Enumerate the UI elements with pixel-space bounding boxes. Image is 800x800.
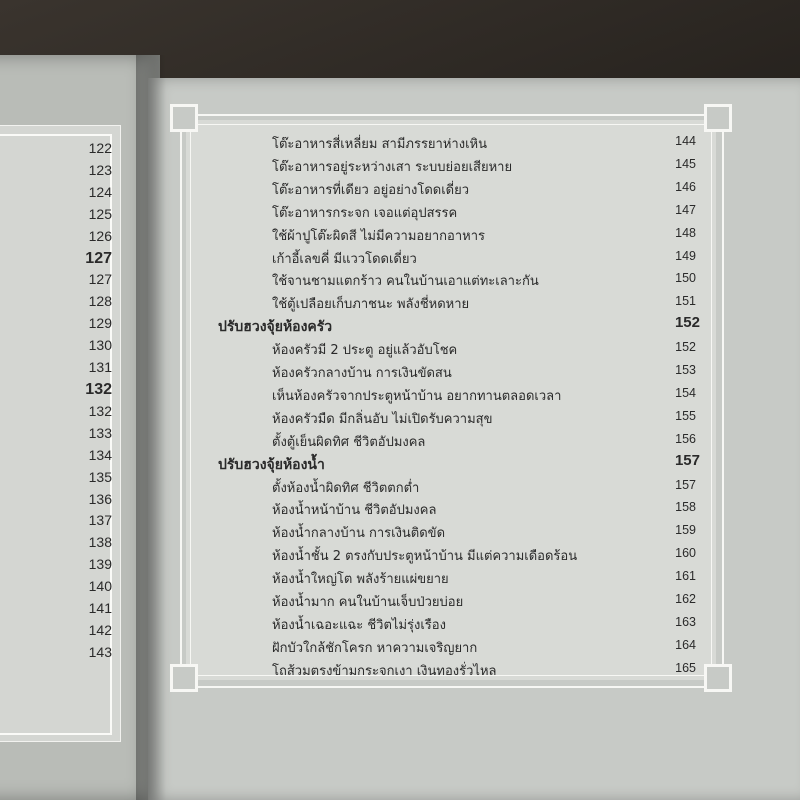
toc-entry-title: โถส้วมตรงข้ามกระจกเงา เงินทองรั่วไหล: [272, 663, 497, 679]
toc-entry-title: ห้องครัวมี 2 ประตู อยู่แล้วอับโชค: [272, 343, 458, 359]
left-page-number: 131: [88, 359, 112, 376]
toc-page-number: 159: [675, 523, 696, 538]
toc-page-number: 155: [675, 408, 696, 423]
toc-entry-title: ฝักบัวใกล้ชักโครก หาความเจริญยาก: [272, 640, 478, 656]
left-page-number: 122: [88, 140, 112, 156]
left-page-number: 132: [85, 380, 112, 398]
toc-entry-title: ห้องน้ำใหญ่โต พลังร้ายแผ่ขยาย: [272, 572, 449, 588]
toc-entry-title: ห้องน้ำชั้น 2 ตรงกับประตูหน้าบ้าน มีแต่ความเดือดร้อน: [272, 549, 578, 565]
toc-entry-title: โต๊ะอาหารกระจก เจอแต่อุปสรรค: [272, 205, 458, 221]
left-page-number: 138: [88, 534, 112, 551]
toc-page-number: 165: [675, 660, 696, 675]
toc-page-number: 149: [675, 248, 696, 263]
left-page-number: 137: [88, 512, 112, 529]
left-page-number: 126: [88, 227, 112, 244]
toc-entry-title: ใช้ตู้เปลือยเก็บภาชนะ พลังชี่หดหาย: [272, 297, 470, 313]
toc-entry-title: ห้องน้ำเฉอะแฉะ ชีวิตไม่รุ่งเรือง: [272, 617, 446, 633]
toc-entry-title: ห้องน้ำหน้าบ้าน ชีวิตอัปมงคล: [272, 503, 437, 519]
left-page-number: 140: [88, 578, 112, 595]
left-page-number: 132: [88, 402, 112, 419]
toc-entry-title: ห้องน้ำกลางบ้าน การเงินติดขัด: [272, 526, 446, 542]
toc-page-number: 151: [675, 294, 696, 309]
toc-entry-title: ห้องครัวกลางบ้าน การเงินขัดสน: [272, 366, 452, 381]
toc-page-number: 152: [675, 340, 696, 355]
left-page-number: 124: [88, 183, 112, 200]
left-page-number: 130: [88, 337, 112, 354]
left-page-number: 125: [88, 205, 112, 222]
toc-page-number: 156: [675, 431, 696, 446]
left-page-number: 141: [88, 600, 112, 617]
left-page-number: 123: [88, 161, 112, 178]
toc-entry-title: ใช้จานชามแตกร้าว คนในบ้านเอาแต่ทะเลาะกัน: [272, 274, 539, 290]
toc-entry-title: โต๊ะอาหารที่เดียว อยู่อย่างโดดเดี่ยว: [272, 182, 470, 198]
toc-page-number: 163: [675, 614, 696, 629]
toc-page-number: 161: [675, 569, 696, 584]
left-page-number: 135: [88, 468, 112, 485]
left-page-number: 136: [88, 490, 112, 507]
toc-page-number: 158: [675, 500, 696, 515]
toc-section-heading: ปรับฮวงจุ้ยห้องครัว: [218, 319, 333, 336]
toc-page-number: 162: [675, 592, 696, 606]
toc-entry-title: เห็นห้องครัวจากประตูหน้าบ้าน อยากทานตลอดเวลา: [272, 388, 562, 404]
toc-entry-title: ห้องน้ำมาก คนในบ้านเจ็บป่วยบ่อย: [272, 595, 464, 610]
left-page-number: 127: [85, 249, 112, 267]
toc-page-number: 164: [675, 637, 696, 652]
toc-page-number: 154: [675, 385, 696, 400]
toc-entry-title: ตั้งห้องน้ำผิดทิศ ชีวิตตกต่ำ: [272, 480, 420, 496]
toc-page-number: 147: [675, 202, 696, 217]
toc-page-number: 144: [675, 134, 696, 148]
toc-page-number: 146: [675, 179, 696, 194]
left-page-number: 134: [88, 446, 112, 463]
left-page-number: 143: [88, 643, 112, 660]
toc-entry-title: ตั้งตู้เย็นผิดทิศ ชีวิตอัปมงคล: [272, 434, 426, 450]
toc-page-number: 150: [675, 271, 696, 286]
toc-entry-title: โต๊ะอาหารสี่เหลี่ยม สามีภรรยาห่างเหิน: [272, 137, 487, 152]
toc-page-number: 148: [675, 225, 696, 240]
toc-entry-title: โต๊ะอาหารอยู่ระหว่างเสา ระบบย่อยเสียหาย: [272, 159, 513, 175]
left-page-number: 128: [88, 293, 112, 310]
left-page-number: 142: [88, 621, 112, 638]
toc-page-number: 160: [675, 546, 696, 561]
toc-entry-title: เก้าอี้เลขคี่ มีแววโดดเดี่ยว: [272, 251, 417, 267]
toc-page-number: 145: [675, 156, 696, 171]
left-page-number: 133: [88, 424, 112, 441]
toc-entry-title: ใช้ผ้าปูโต๊ะผิดสี ไม่มีความอยากอาหาร: [272, 228, 485, 244]
left-page-number: 129: [88, 315, 112, 332]
toc-section-heading: ปรับฮวงจุ้ยห้องน้ำ: [218, 456, 325, 473]
left-page-number: 127: [88, 271, 112, 288]
toc-page-number: 153: [675, 363, 696, 377]
toc-page-number: 157: [675, 477, 696, 492]
toc-page-number: 157: [674, 451, 700, 469]
toc-page-number: 152: [674, 314, 700, 332]
left-page-number: 139: [88, 556, 112, 573]
toc-entry-title: ห้องครัวมืด มีกลิ่นอับ ไม่เปิดรับความสุข: [272, 411, 493, 427]
